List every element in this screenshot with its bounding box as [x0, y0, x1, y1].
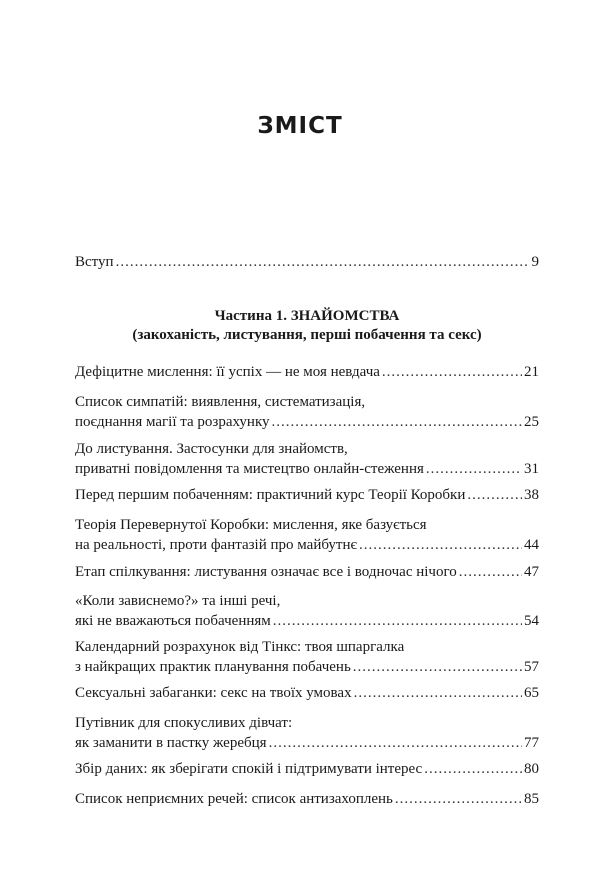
- dot-leader: [426, 459, 522, 479]
- toc-entry-title: До листування. Застосунки для знайомств,: [75, 441, 348, 457]
- dot-leader: [359, 535, 522, 555]
- toc-entry[interactable]: [75, 515, 539, 555]
- toc-entry-title-cont: як заманити в пастку жеребця: [75, 735, 267, 751]
- toc-entry-title: Вступ: [75, 254, 114, 270]
- toc-entry[interactable]: [75, 392, 539, 432]
- dot-leader: [354, 683, 522, 703]
- dot-leader: [116, 252, 530, 272]
- toc-entry-title: Сексуальні забаганки: секс на твоїх умовах: [75, 685, 352, 701]
- toc-entry-title: Дефіцитне мислення: її успіх — не моя невдача: [75, 364, 380, 380]
- toc-entry-title: «Коли зависнемо?» та інші речі,: [75, 593, 281, 609]
- dot-leader: [467, 485, 522, 505]
- toc-entry-page: 54: [524, 613, 539, 629]
- dot-leader: [395, 789, 522, 809]
- toc-entry-page: 21: [524, 364, 539, 380]
- toc-entry[interactable]: [75, 683, 539, 703]
- toc-entry-title: Путівник для спокусливих дівчат:: [75, 715, 293, 731]
- dot-leader: [273, 611, 522, 631]
- toc-entry-title: Перед першим побаченням: практичний курс Теорії Коробки: [75, 487, 466, 503]
- toc-entry[interactable]: [75, 713, 539, 753]
- toc-entry-page: 9: [531, 254, 539, 270]
- toc-entry-title: Теорія Перевернутої Коробки: мислення, яке базується: [75, 517, 427, 533]
- toc-entry-page: 65: [524, 685, 539, 701]
- toc-entry[interactable]: [75, 789, 539, 809]
- toc-entry-title: Список симпатій: виявлення, систематизація,: [75, 394, 366, 410]
- toc-entry-title: Список неприємних речей: список антизахоплень: [75, 791, 393, 807]
- toc-entry-title-cont: з найкращих практик планування побачень: [75, 659, 351, 675]
- toc-entry-page: 77: [524, 735, 539, 751]
- part-subheading: (закоханість, листування, перші побачення та секс): [132, 327, 482, 343]
- dot-leader: [269, 733, 522, 753]
- toc-entry-page: 44: [524, 537, 539, 553]
- toc-entry-title: Збір даних: як зберігати спокій і підтримувати інтерес: [75, 761, 423, 777]
- toc-entry-page: 85: [524, 791, 539, 807]
- toc-entry-title-cont: які не вважаються побаченням: [75, 613, 271, 629]
- toc-entry-page: 80: [524, 761, 539, 777]
- toc-entry[interactable]: [75, 439, 539, 479]
- toc-entry[interactable]: [75, 485, 539, 505]
- toc-entry-title: Етап спілкування: листування означає все і водночас нічого: [75, 564, 457, 580]
- dot-leader: [424, 759, 522, 779]
- toc-entry-page: 25: [524, 414, 539, 430]
- toc-entry-intro[interactable]: [75, 252, 539, 272]
- toc-entry-title: Календарний розрахунок від Тінкс: твоя шпаргалка: [75, 639, 405, 655]
- toc-entry-page: 31: [524, 461, 539, 477]
- toc-entry-title-cont: поєднання магії та розрахунку: [75, 414, 270, 430]
- toc-entry-page: 57: [524, 659, 539, 675]
- page-title: ЗМІСТ: [257, 113, 343, 139]
- dot-leader: [353, 657, 522, 677]
- dot-leader: [459, 562, 522, 582]
- toc-entry-title-cont: на реальності, проти фантазій про майбутнє: [75, 537, 357, 553]
- toc-entry-title-cont: приватні повідомлення та мистецтво онлайн-стеження: [75, 461, 424, 477]
- part-heading: Частина 1. ЗНАЙОМСТВА: [214, 308, 400, 324]
- toc-entry[interactable]: [75, 362, 539, 382]
- dot-leader: [382, 362, 522, 382]
- toc-entry[interactable]: [75, 562, 539, 582]
- dot-leader: [272, 412, 522, 432]
- toc-entry[interactable]: [75, 759, 539, 779]
- toc-entry-page: 38: [524, 487, 539, 503]
- toc-entry-page: 47: [524, 564, 539, 580]
- toc-entry[interactable]: [75, 591, 539, 631]
- toc-entry[interactable]: [75, 637, 539, 677]
